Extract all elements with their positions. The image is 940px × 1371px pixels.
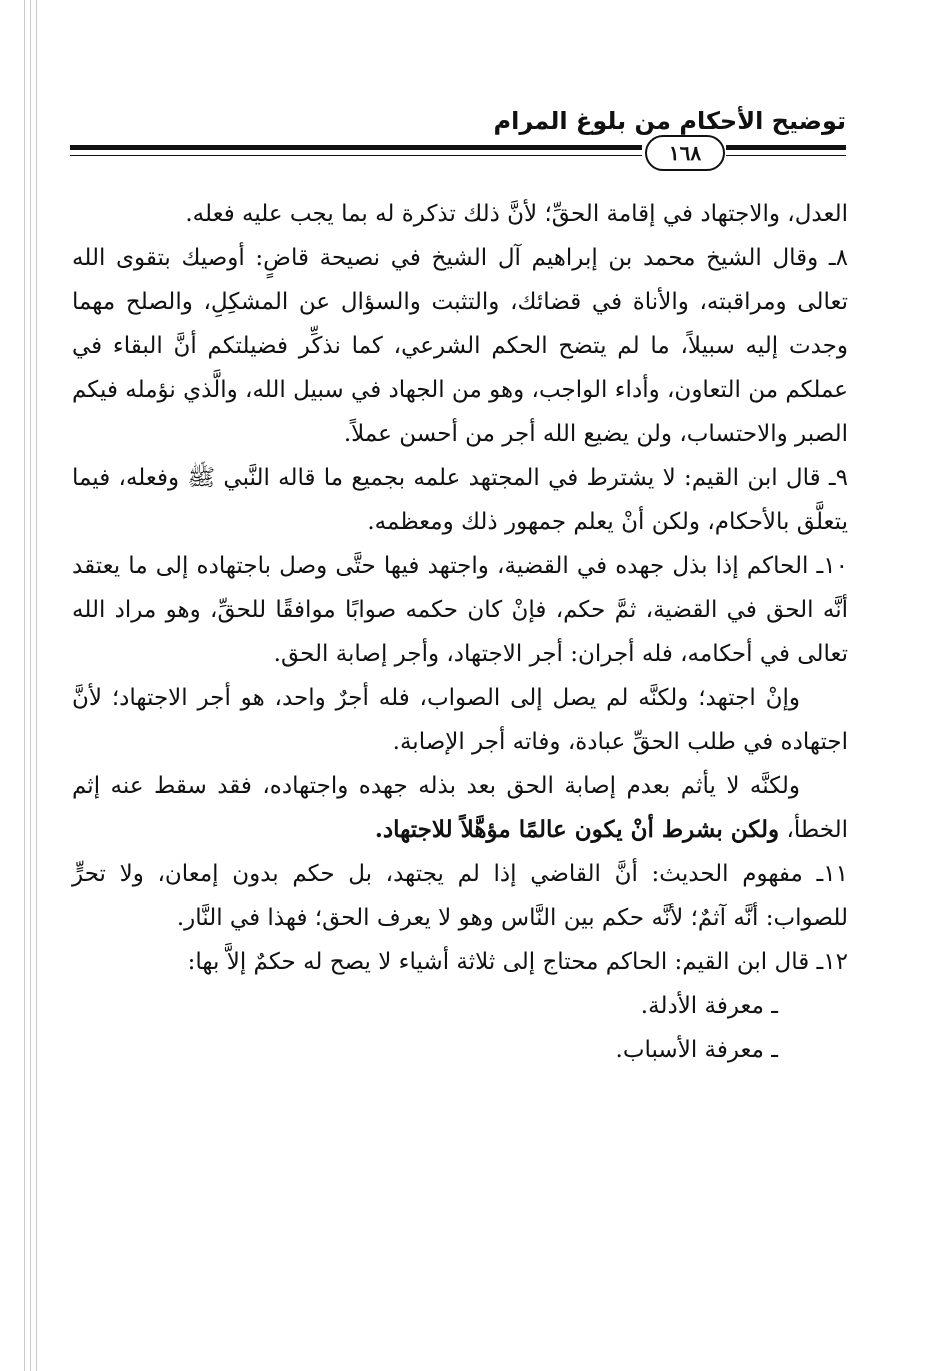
list-item-9 bbox=[72, 456, 848, 544]
item-number: ١٠ـ bbox=[816, 553, 849, 579]
running-title: توضيح الأحكام من بلوغ المرام bbox=[493, 107, 846, 135]
list-item-10 bbox=[72, 544, 848, 676]
header-rule-left bbox=[70, 145, 642, 150]
item-number: ٩ـ bbox=[828, 465, 848, 491]
page-body bbox=[72, 192, 848, 1072]
list-item-10-paragraph-2: وإنْ اجتهد؛ ولكنَّه لم يصل إلى الصواب، فله أجرٌ واحد، هو أجر الاجتهاد؛ لأنَّ اجتهاده في طلب الحقِّ عبادة، وفاته أجر الإصابة. bbox=[72, 685, 848, 755]
header-rule-right-thin bbox=[726, 155, 846, 156]
item-text: وقال الشيخ محمد بن إبراهيم آل الشيخ في نصيحة قاضٍ: أوصيك بتقوى الله تعالى ومراقبته، والأناة في قضائك، والتثبت والسؤال عن المشكِلِ، والصلح مهما وجدت إليه سبيلاً، ما لم يتضح الحكم الشرعي، كما نذكِّر فضيلتكم أنَّ البقاء في عملكم من التعاون، وأداء الواجب، وهو من الجهاد في سبيل الله، والَّذي نؤمله فيكم الصبر والاحتساب، ولن يضيع الله أجر من أحسن عملاً. bbox=[72, 245, 848, 447]
bold-condition-text: ولكن بشرط أنْ يكون عالمًا مؤهَّلاً للاجتهاد. bbox=[374, 816, 780, 843]
item-number: ١٢ـ bbox=[816, 949, 848, 975]
item-number: ١١ـ bbox=[816, 861, 849, 887]
paragraph-continuation: العدل، والاجتهاد في إقامة الحقِّ؛ لأنَّ ذلك تذكرة له بما يجب عليه فعله. bbox=[185, 201, 848, 227]
item-text: قال ابن القيم: لا يشترط في المجتهد علمه بجميع ما قاله النَّبي ﷺ وفعله، فيما يتعلَّق بالأحكام، ولكن أنْ يعلم جمهور ذلك ومعظمه. bbox=[72, 465, 848, 535]
page-header bbox=[70, 95, 846, 175]
item-text: مفهوم الحديث: أنَّ القاضي إذا لم يجتهد، بل حكم بدون إمعان، ولا تحرٍّ للصواب: أنَّه آثمٌ؛ لأنَّه حكم بين النَّاس وهو لا يعرف الحق؛ فهذا في النَّار. bbox=[72, 861, 848, 931]
header-rule-left-thin bbox=[70, 155, 642, 156]
list-item-10-paragraph-3 bbox=[72, 764, 848, 852]
list-item-12 bbox=[72, 940, 848, 984]
item-number: ٨ـ bbox=[828, 245, 848, 271]
item-text: قال ابن القيم: الحاكم محتاج إلى ثلاثة أشياء لا يصح له حكمٌ إلاَّ بها: bbox=[187, 949, 810, 975]
scan-edge-lines bbox=[0, 0, 40, 1371]
bullet-item: ـ معرفة الأدلة. bbox=[640, 993, 778, 1019]
list-item-11 bbox=[72, 852, 848, 940]
list-item-8 bbox=[72, 236, 848, 456]
page-number: ١٦٨ bbox=[645, 135, 725, 171]
paragraph-text: ولكنَّه لا يأثم بعدم إصابة الحق بعد بذله جهده واجتهاده، فقد سقط عنه إثم الخطأ، bbox=[72, 773, 848, 843]
bullet-item: ـ معرفة الأسباب. bbox=[615, 1037, 778, 1063]
item-text: الحاكم إذا بذل جهده في القضية، واجتهد فيها حتَّى وصل باجتهاده إلى ما يعتقد أنَّه الحق في القضية، ثمَّ حكم، فإنْ كان حكمه صوابًا موافقًا للحقِّ، وهو مراد الله تعالى في أحكامه، فله أجران: أجر الاجتهاد، وأجر إصابة الحق. bbox=[72, 553, 848, 667]
header-rule-right bbox=[726, 145, 846, 150]
